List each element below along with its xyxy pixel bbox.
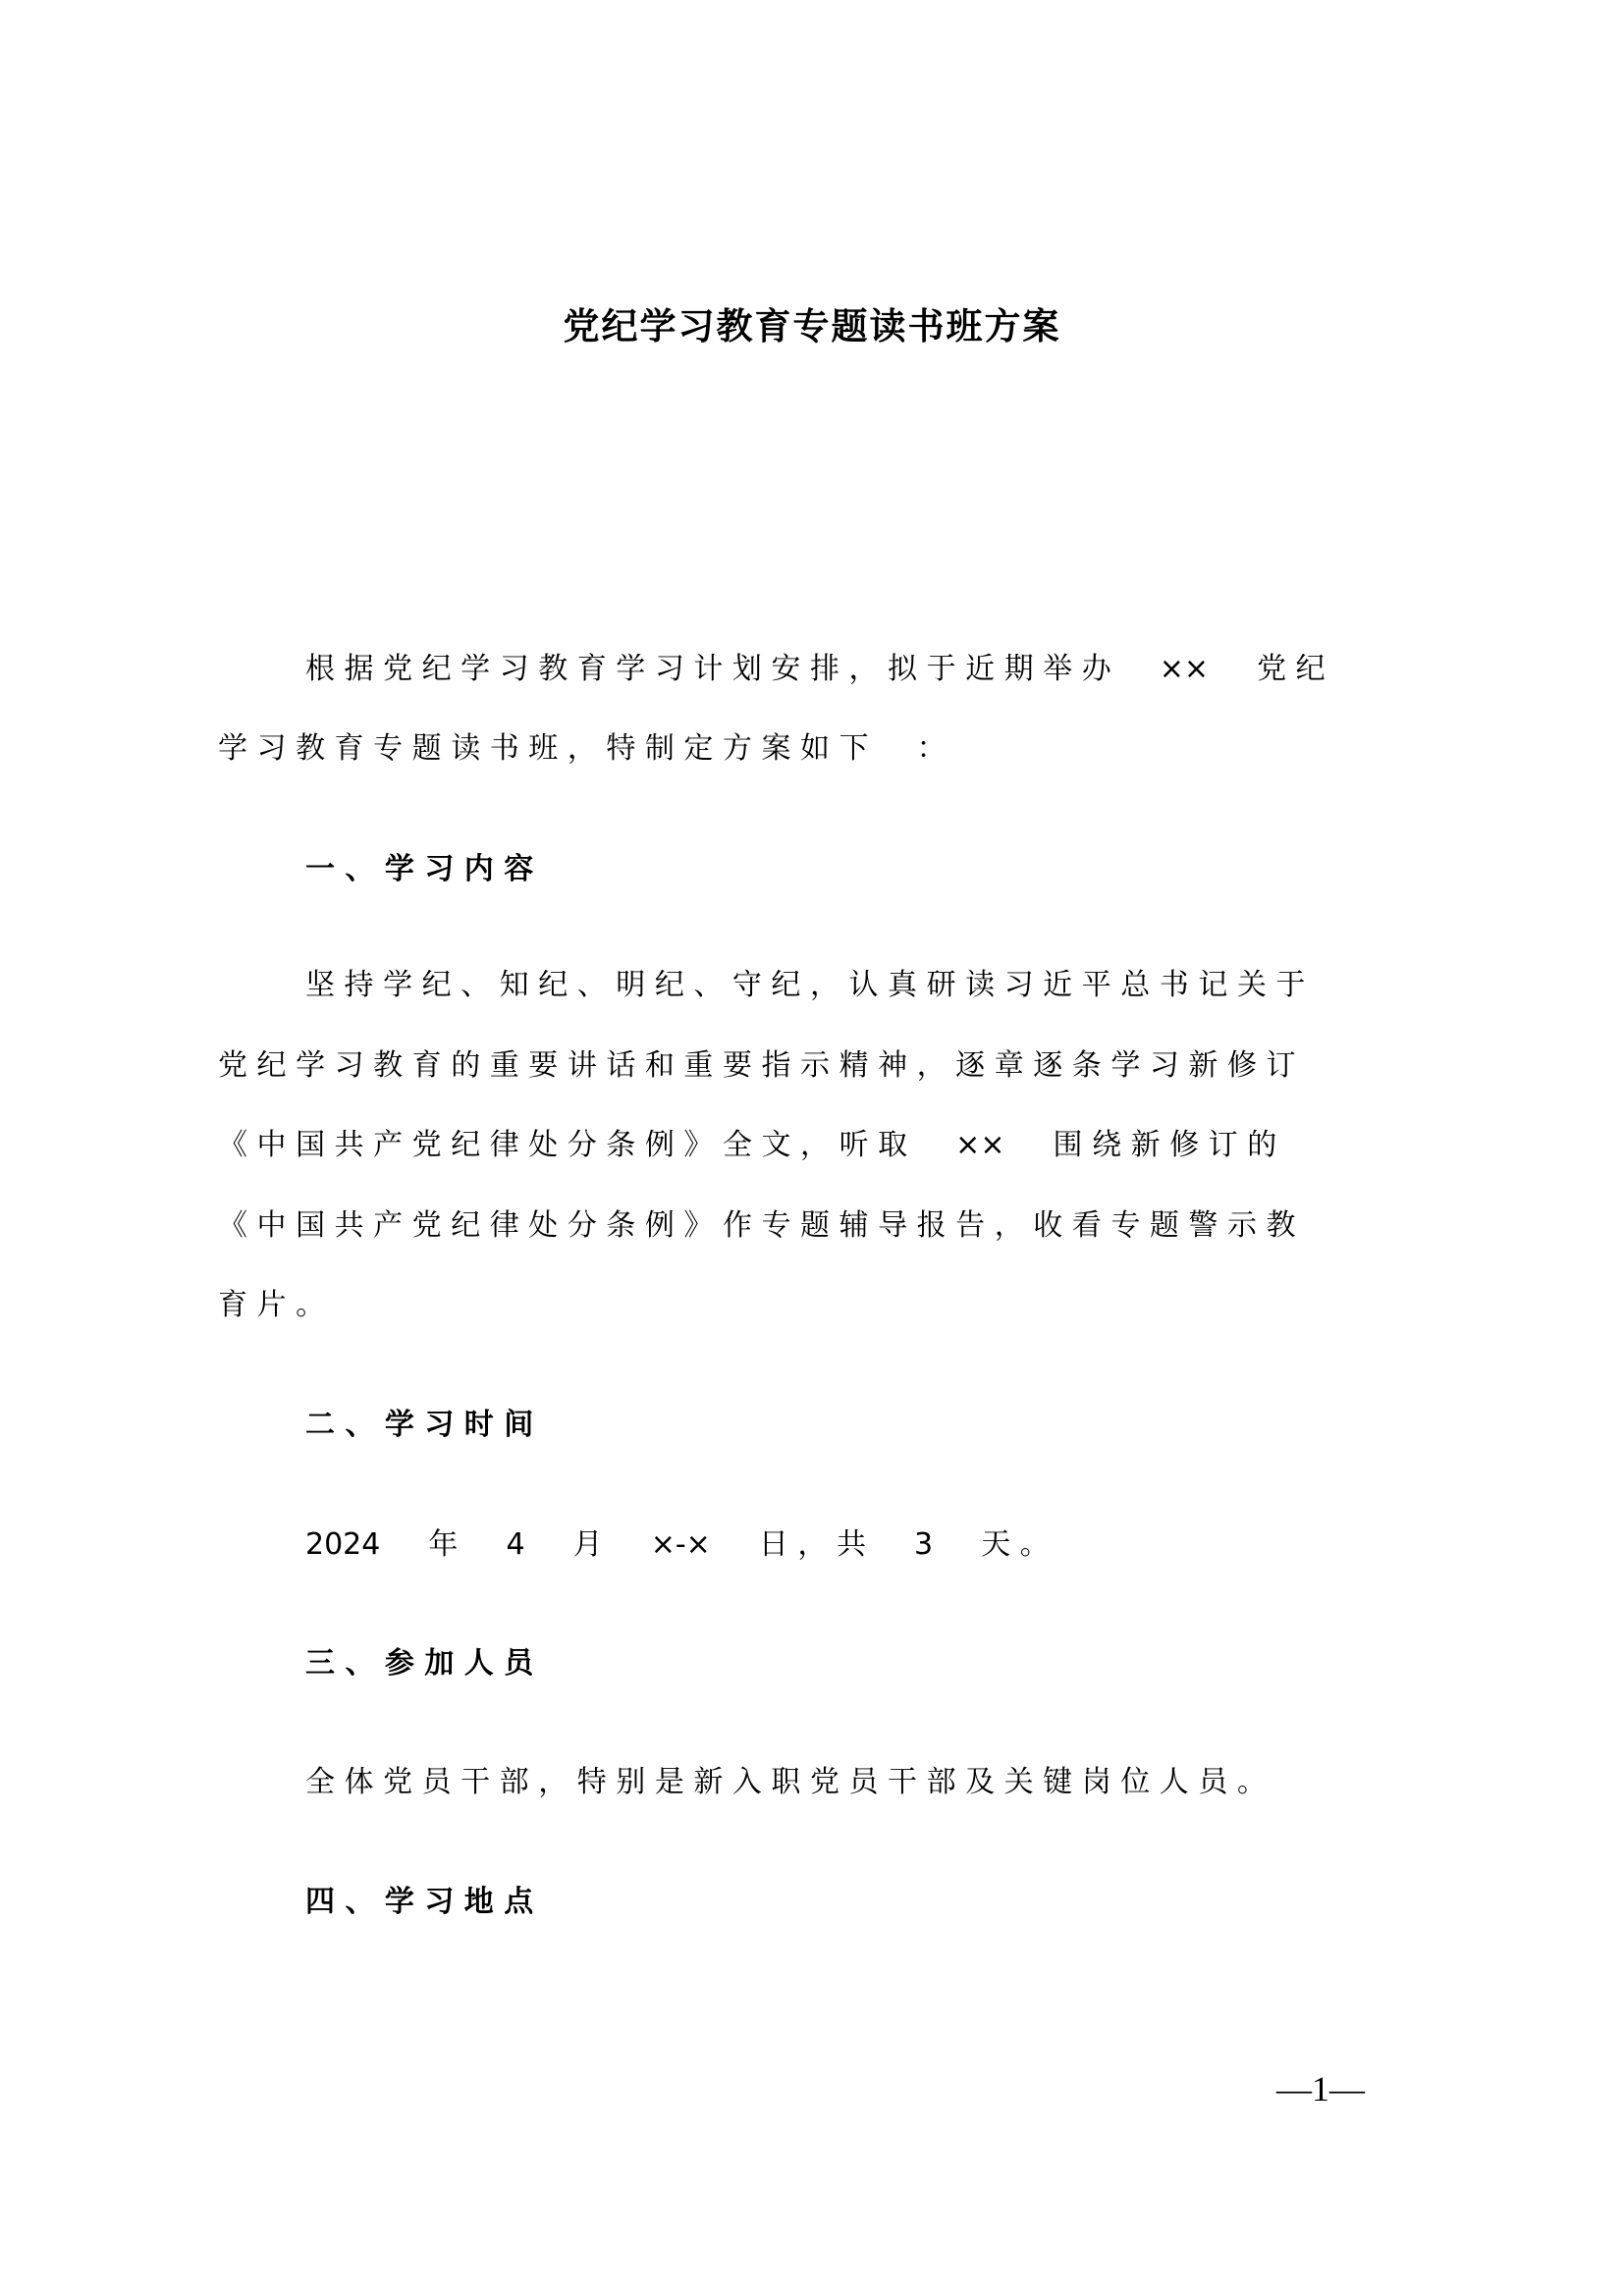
- intro-line-2: 学 习 教 育 专 题 读 书 班 ， 特 制 定 方 案 如 下 ：: [218, 731, 947, 766]
- section-heading-time: 二 、 学 习 时 间: [305, 1408, 534, 1442]
- intro-line-1: 根 据 党 纪 学 习 教 育 学 习 计 划 安 排 ， 拟 于 近 期 举 办 ×× 党 纪: [305, 652, 1326, 686]
- content-line-3: 《 中 国 共 产 党 纪 律 处 分 条 例 》 全 文 ， 听 取 ×× 围 绕 新 修 订 的: [218, 1128, 1277, 1162]
- time-line: 2024 年 4 月 ×-× 日 ， 共 3 天 。: [305, 1527, 1050, 1562]
- participants-line: 全 体 党 员 干 部 ， 特 别 是 新 入 职 党 员 干 部 及 关 键 岗 位 人 员 。: [305, 1765, 1267, 1799]
- page-number: —1—: [1276, 2069, 1365, 2109]
- document-title: 党纪学习教育专题读书班方案: [563, 305, 1061, 347]
- content-line-1: 坚 持 学 纪 、 知 纪 、 明 纪 、 守 纪 ， 认 真 研 读 习 近 平 总 书 记 关 于: [305, 968, 1306, 1002]
- content-line-2: 党 纪 学 习 教 育 的 重 要 讲 话 和 重 要 指 示 精 神 ， 逐 章 逐 条 学 习 新 修 订: [218, 1048, 1296, 1083]
- content-line-4: 《 中 国 共 产 党 纪 律 处 分 条 例 》 作 专 题 辅 导 报 告 ， 收 看 专 题 警 示 教: [218, 1208, 1296, 1243]
- section-heading-participants: 三 、 参 加 人 员: [305, 1646, 534, 1681]
- content-line-5: 育 片 。: [218, 1288, 326, 1322]
- section-heading-content: 一 、 学 习 内 容: [305, 852, 534, 886]
- section-heading-location: 四 、 学 习 地 点: [305, 1885, 534, 1919]
